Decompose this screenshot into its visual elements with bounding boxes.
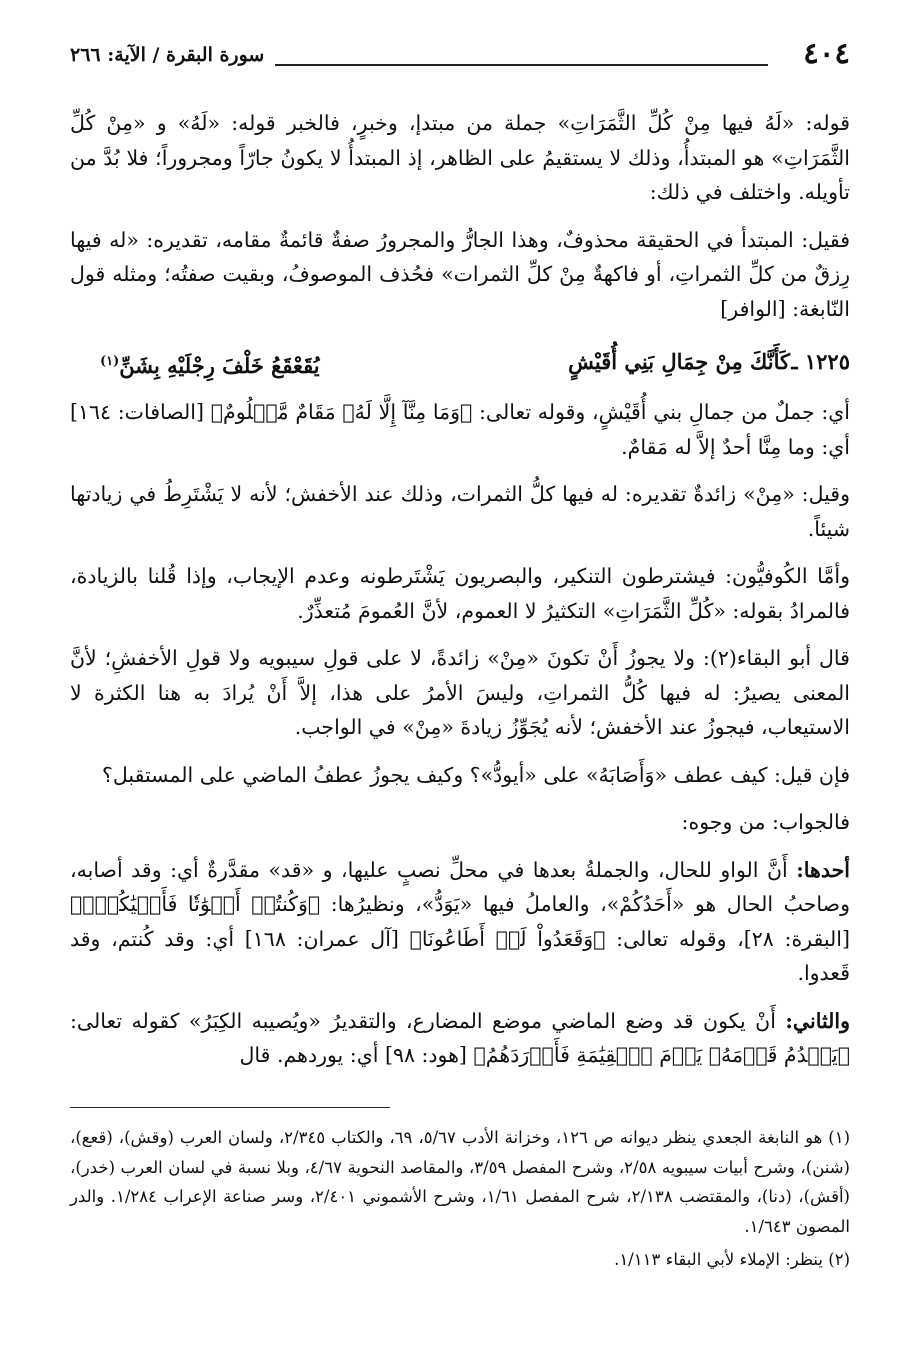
answer-lead: أحدها: xyxy=(796,857,850,882)
page-number: ٤٠٤ xyxy=(803,36,850,70)
answer-paragraph xyxy=(70,853,850,991)
verse-number: ١٢٢٥ ـ xyxy=(791,349,850,374)
answer-text: أَنْ يكون قد وضع الماضي موضع المضارع، والتقديرُ «ويُصيبه الكِبَرُ» كقوله تعالى: ﴿يَقۡدُمُ قَوۡمَهُۥ يَوۡمَ ٱلۡقِيَٰمَةِ فَأَوۡرَدَهُمُ﴾ [هود: ٩٨] أي: يوردهم. قال xyxy=(70,1008,850,1067)
paragraph: قال أبو البقاء(٢): ولا يجوزُ أَنْ تكونَ «مِنْ» زائدةً، لا على قولِ سيبويه ولا قولِ الأخفشِ؛ لأنَّ المعنى يصيرُ: له فيها كُلُّ الثمراتِ، وليسَ الأمرُ على هذا، إلاَّ أَنْ يُرادَ به هنا الكثرة لا الاستيعاب، فيجوزُ عند الأخفش؛ لأنه يُجَوِّزُ زيادةَ «مِنْ» في الواجب. xyxy=(70,646,850,739)
main-text xyxy=(70,106,850,1086)
hemistich-text: كَأَنَّكَ مِنْ جِمَالِ بَنِي أُقَيْشٍ xyxy=(568,349,790,374)
answer-text: أَنَّ الواو للحال، والجملةُ بعدها في محلِّ نصبٍ عليها، و «قد» مقدَّرةٌ أي: وقد أصابه، وصاحبُ الحال هو «أَحَدُكُمْ»، والعاملُ فيها «يَوَدُّ»، ونظيرُها: ﴿وَكُنتُمۡ أَمۡوَٰتٗا فَأَحۡيَٰكُمۡۖ﴾ [البقرة: ٢٨]، وقوله تعالى: ﴿وَقَعَدُواْ لَوۡ أَطَاعُونَا﴾ [آل عمران: ١٦٨] أي: وقد كُنتم، وقد قَعدوا. xyxy=(70,857,850,985)
verse-first-hemistich xyxy=(568,345,790,380)
paragraph: فقيل: المبتدأ في الحقيقة محذوفٌ، وهذا الجارُّ والمجرورُ صفةٌ قائمةٌ مقامه، تقديره: «له فيها رِزقٌ من كلِّ الثمراتِ، أو فاكهةٌ مِنْ كلِّ الثمرات» فحُذف الموصوفُ، وبقيت صفتُه؛ ومثله قول النّابغة: [الوافر] xyxy=(70,227,850,321)
running-header xyxy=(70,36,850,76)
hemistich-text: يُقَعْقَعُ خَلْفَ رِجْلَيْهِ بِشَنِّ xyxy=(119,353,320,378)
footnote-ref: (١) xyxy=(100,354,120,369)
paragraph: قوله: «لَهُ فيها مِنْ كُلِّ الثَّمَرَاتِ» جملة من مبتدإ، وخبرٍ، فالخبر قوله: «لَهُ» و «مِنْ كُلِّ الثَّمَرَاتِ» هو المبتدأُ، وذلك لا يستقيمُ على الظاهر، إذ المبتدأُ لا يكونُ جارّاً ومجروراً؛ فلا بُدَّ من تأويله. واختلف في ذلك: xyxy=(70,111,850,204)
paragraph: فالجواب: من وجوه: xyxy=(681,810,850,834)
footnotes xyxy=(70,1123,850,1279)
poetry-verse xyxy=(70,339,850,385)
paragraph: وأمَّا الكُوفيُّون: فيشترطون التنكير، والبصريون يَشْتَرطونه وعدم الإيجاب، وإذا قُلنا بالزيادة، فالمرادُ بقوله: «كُلِّ الثَّمَرَاتِ» التكثيرُ لا العموم، لأنَّ العُمومَ مُتعذِّرٌ. xyxy=(70,564,850,623)
surah-verse-label: سورة البقرة / الآية: ٢٦٦ xyxy=(70,44,265,66)
book-page xyxy=(70,36,850,1336)
paragraph: أي: جملٌ من جمالِ بني أُقَيْشٍ، وقوله تعالى: ﴿وَمَا مِنَّآ إِلَّا لَهُۥ مَقَامٌ مَّعۡلُومٌ﴾ [الصافات: ١٦٤] أي: وما مِنَّا أحدٌ إلاَّ له مَقامٌ. xyxy=(70,400,850,459)
verse-second-hemistich xyxy=(100,345,320,384)
footnote: (٢) ينظر: الإملاء لأبي البقاء ١/١١٣. xyxy=(614,1250,850,1269)
footnote: (١) هو النابغة الجعدي ينظر ديوانه ص ١٢٦، وخزانة الأدب ٥/٦٧، ٦٩، والكتاب ٢/٣٤٥، ولسان العرب (وقش)، (قعع)، (شنن)، وشرح أبيات سيبويه ٢/٥٨، وشرح المفصل ٣/٥٩، والمقاصد النحوية ٤/٦٧، وبلا نسبة في لسان العرب (خدر)، (أقش)، (دنا)، والمقتضب ٢/١٣٨، شرح المفصل ١/٦١، وشرح الأشموني ٢/٤٠١، وسر صناعة الإعراب ١/٢٨٤. والدر المصون ١/٦٤٣. xyxy=(70,1128,851,1236)
answer-paragraph xyxy=(70,1004,850,1073)
footnote-divider xyxy=(70,1107,390,1108)
paragraph: فإن قيل: كيف عطف «وَأَصَابَهُ» على «أيودُّ»؟ وكيف يجوزُ عطفُ الماضي على المستقبل؟ xyxy=(102,762,850,787)
header-rule xyxy=(275,64,768,66)
paragraph: وقيل: «مِنْ» زائدةٌ تقديره: له فيها كلُّ الثمرات، وذلك عند الأخفش؛ لأنه لا يَشْتَرِطُ في زيادتها شيئاً. xyxy=(70,482,850,541)
answer-lead: والثاني: xyxy=(785,1008,850,1033)
